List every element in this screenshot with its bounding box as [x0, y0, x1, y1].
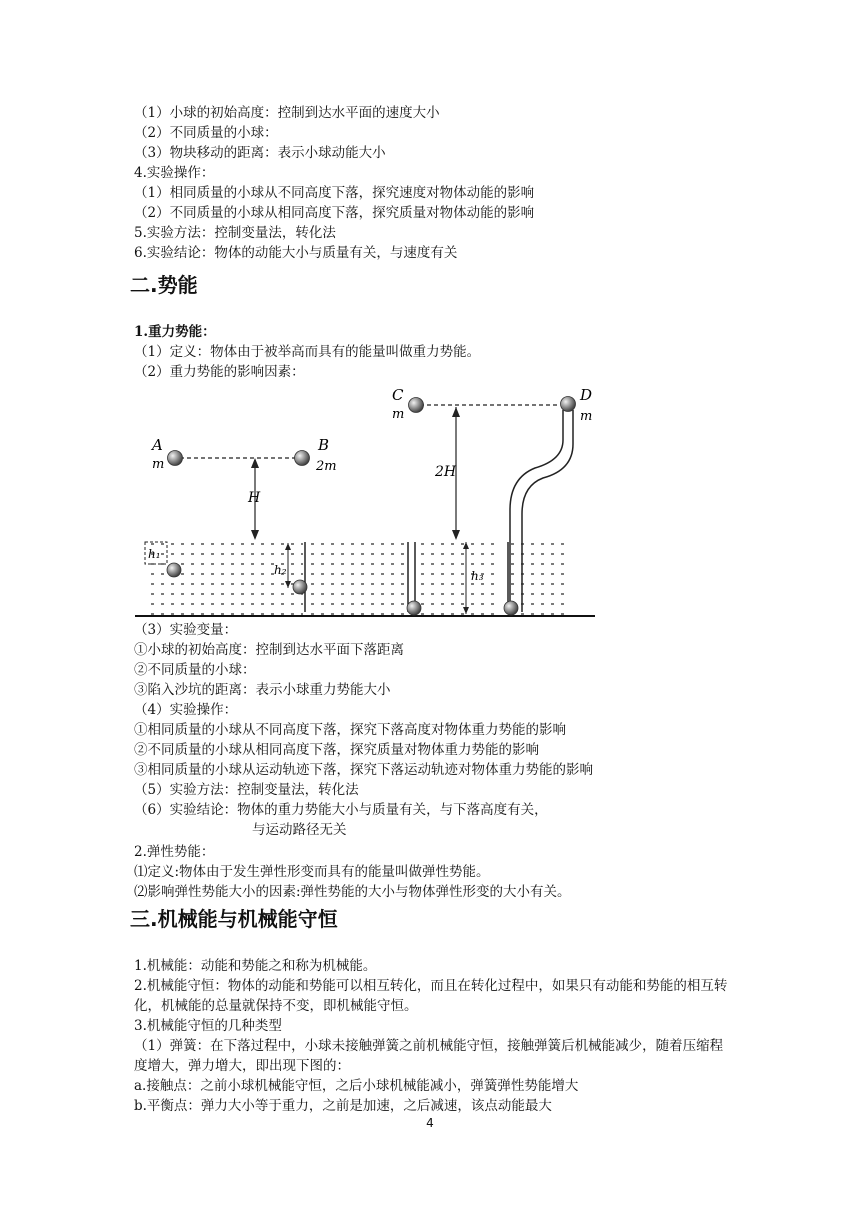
section-heading: 二.势能: [130, 273, 198, 297]
label-2h: 2H: [435, 464, 457, 480]
ball-sunk: [167, 563, 181, 577]
label-m-b: 2m: [316, 459, 337, 474]
text-line: 1.机械能：动能和势能之和称为机械能。: [134, 958, 377, 974]
ball-d: [561, 397, 576, 412]
text-line: 2.弹性势能：: [134, 844, 215, 860]
text-line: a.接触点：之前小球机械能守恒，之后小球机械能减小，弹簧弹性势能增大: [134, 1078, 579, 1094]
label-m-d: m: [580, 409, 593, 424]
text-line: （3）物块移动的距离：表示小球动能大小: [134, 145, 386, 161]
text-line: 6.实验结论：物体的动能大小与质量有关，与速度有关: [134, 245, 458, 261]
text-line: （2）不同质量的小球：: [134, 125, 278, 141]
text-line: （5）实验方法：控制变量法，转化法: [134, 782, 359, 798]
subsection-title: 1.重力势能：: [134, 324, 216, 340]
text-line: ⑵影响弹性势能大小的因素:弹性势能的大小与物体弹性形变的大小有关。: [134, 884, 571, 900]
text-line: 3.机械能守恒的几种类型: [134, 1018, 282, 1034]
label-m-a: m: [152, 457, 165, 472]
text-line: （1）定义：物体由于被举高而具有的能量叫做重力势能。: [134, 344, 481, 360]
text-line: b.平衡点：弹力大小等于重力，之前是加速，之后减速，该点动能最大: [134, 1098, 552, 1114]
label-a: A: [152, 436, 163, 454]
text-line: 4.实验操作：: [134, 165, 215, 181]
ball-a: [168, 451, 183, 466]
text-line: ②不同质量的小球：: [134, 662, 256, 678]
gravity-potential-figure: [130, 380, 600, 622]
label-h2: h₂: [274, 563, 287, 577]
text-paragraph: （1）弹簧：在下落过程中，小球未接触弹簧之前机械能守恒，接触弹簧后机械能减少，随着压缩程度增大，弹力增大，即出现下图的：: [134, 1038, 724, 1074]
text-line: 与运动路径无关: [252, 822, 347, 838]
ball-sunk: [407, 601, 421, 615]
text-paragraph: 2.机械能守恒：物体的动能和势能可以相互转化，而且在转化过程中，如果只有动能和势能的相互转化，机械能的总量就保持不变，即机械能守恒。: [134, 978, 728, 1014]
label-h1: h₁: [148, 547, 161, 561]
label-c: C: [392, 386, 404, 404]
ball-sunk: [293, 580, 307, 594]
text-line: ③相同质量的小球从运动轨迹下落，探究下落运动轨迹对物体重力势能的影响: [134, 762, 593, 778]
label-m-c: m: [392, 407, 405, 422]
text-line: （6）实验结论：物体的重力势能大小与质量有关，与下落高度有关，: [134, 802, 548, 818]
label-d: D: [580, 386, 593, 404]
label-h: H: [248, 490, 261, 506]
text-line: （2）重力势能的影响因素：: [134, 364, 305, 380]
page-number: 4: [426, 1116, 434, 1130]
section-heading: 三.机械能与机械能守恒: [130, 907, 338, 931]
label-h3: h₃: [471, 569, 484, 583]
text-line: ③陷入沙坑的距离：表示小球重力势能大小: [134, 682, 391, 698]
text-line: ②不同质量的小球从相同高度下落，探究质量对物体重力势能的影响: [134, 742, 539, 758]
text-line: （4）实验操作：: [134, 702, 238, 718]
text-line: （1）相同质量的小球从不同高度下落，探究速度对物体动能的影响: [134, 185, 535, 201]
ball-b: [295, 451, 310, 466]
ball-c: [409, 398, 424, 413]
text-line: （3）实验变量：: [134, 622, 238, 638]
text-line: （1）小球的初始高度：控制到达水平面的速度大小: [134, 105, 440, 121]
text-line: ①相同质量的小球从不同高度下落，探究下落高度对物体重力势能的影响: [134, 722, 566, 738]
label-b: B: [318, 436, 330, 454]
text-line: ⑴定义:物体由于发生弹性形变而具有的能量叫做弹性势能。: [134, 864, 490, 880]
text-line: （2）不同质量的小球从相同高度下落，探究质量对物体动能的影响: [134, 205, 535, 221]
ball-sunk: [504, 601, 518, 615]
text-line: ①小球的初始高度：控制到达水平面下落距离: [134, 642, 404, 658]
text-line: 5.实验方法：控制变量法，转化法: [134, 225, 336, 241]
